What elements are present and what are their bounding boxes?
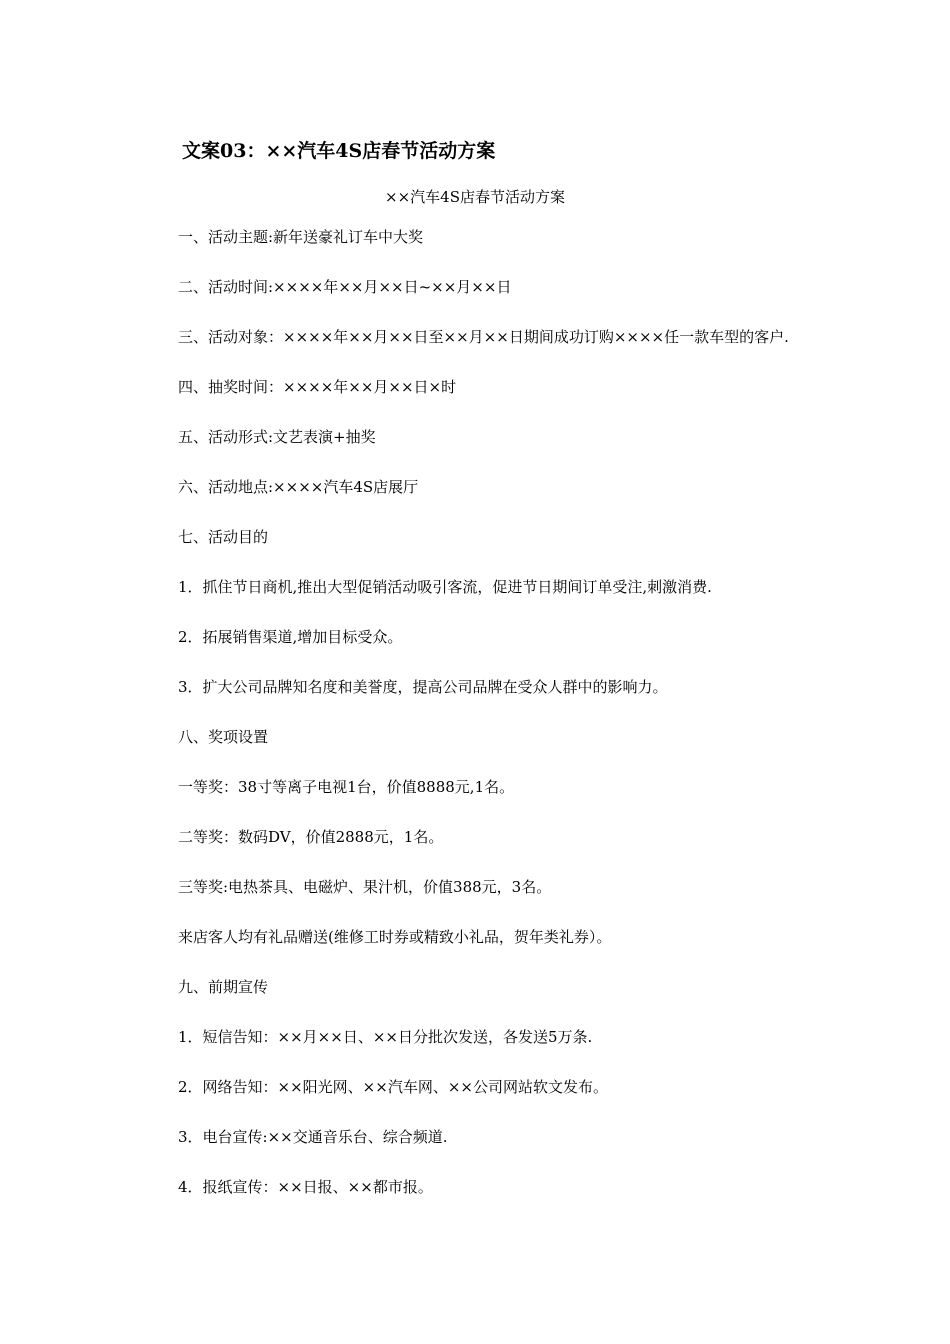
paragraph-first-prize: 一等奖：38寸等离子电视1台，价值8888元,1名。 — [178, 778, 515, 796]
paragraph-activity-theme: 一、活动主题:新年送豪礼订车中大奖 — [178, 228, 424, 246]
paragraph-promotion-web: 2．网络告知：××阳光网、××汽车网、××公司网站软文发布。 — [178, 1078, 608, 1096]
document-subtitle: ××汽车4S店春节活动方案 — [385, 188, 565, 206]
paragraph-purpose-1: 1．抓住节日商机,推出大型促销活动吸引客流，促进节日期间订单受注,刺激消费. — [178, 578, 712, 596]
document-heading: 文案03：××汽车4S店春节活动方案 — [182, 140, 496, 162]
paragraph-activity-form: 五、活动形式:文艺表演+抽奖 — [178, 428, 376, 446]
document-body — [178, 227, 878, 1227]
paragraph-purpose-3: 3．扩大公司品牌知名度和美誉度，提高公司品牌在受众人群中的影响力。 — [178, 678, 668, 696]
paragraph-draw-time: 四、抽奖时间：××××年××月××日×时 — [178, 378, 457, 396]
paragraph-promotion-radio: 3．电台宣传:××交通音乐台、综合频道. — [178, 1128, 448, 1146]
paragraph-gift: 来店客人均有礼品赠送(维修工时券或精致小礼品，贺年类礼券）。 — [178, 928, 612, 946]
paragraph-activity-location: 六、活动地点:××××汽车4S店展厅 — [178, 478, 419, 496]
paragraph-promotion-newspaper: 4．报纸宣传：××日报、××都市报。 — [178, 1178, 433, 1196]
paragraph-activity-target: 三、活动对象：××××年××月××日至××月××日期间成功订购××××任一款车型的客户. — [178, 328, 789, 346]
paragraph-purpose-2: 2．拓展销售渠道,增加目标受众。 — [178, 628, 403, 646]
paragraph-promotion-sms: 1．短信告知：××月××日、××日分批次发送，各发送5万条. — [178, 1028, 593, 1046]
section-heading-purpose: 七、活动目的 — [178, 528, 269, 546]
paragraph-third-prize: 三等奖:电热茶具、电磁炉、果汁机，价值388元，3名。 — [178, 878, 552, 896]
paragraph-second-prize: 二等奖：数码DV，价值2888元，1名。 — [178, 828, 444, 846]
paragraph-activity-time: 二、活动时间:××××年××月××日~××月××日 — [178, 278, 512, 296]
section-heading-prizes: 八、奖项设置 — [178, 728, 269, 746]
section-heading-promotion: 九、前期宣传 — [178, 978, 269, 996]
